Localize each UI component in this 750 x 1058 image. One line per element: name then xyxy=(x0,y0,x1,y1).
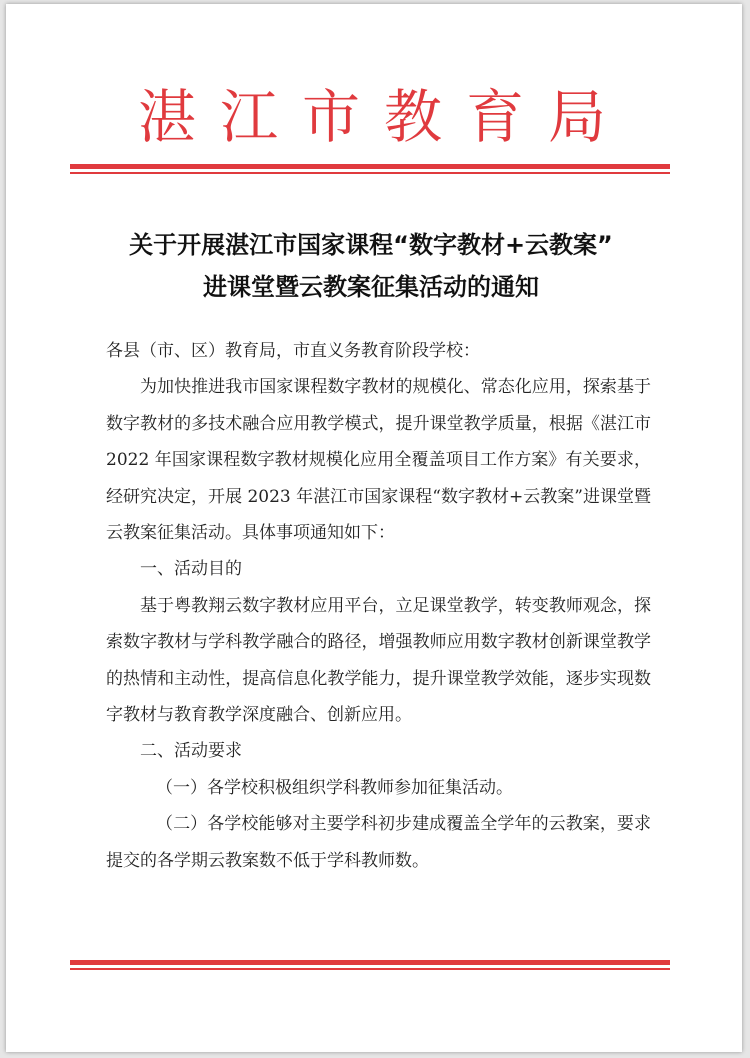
header-divider xyxy=(70,164,670,174)
document-title xyxy=(66,224,676,308)
purpose-paragraph: 基于粤教翔云数字教材应用平台，立足课堂教学，转变教师观念，探索数字教材与学科教学融合的路径，增强教师应用数字教材创新课堂教学的热情和主动性，提高信息化教学能力，提升课堂教学效能，逐步实现数字教材与教育教学深度融合、创新应用。 xyxy=(106,595,651,726)
intro-paragraph: 为加快推进我市国家课程数字教材的规模化、常态化应用，探索基于数字教材的多技术融合应用教学模式，提升课堂教学质量，根据《湛江市 2022 年国家课程数字教材规模化应用全覆盖项目工作方案》有关要求，经研究决定，开展 2023 年湛江市国家课程“数字教材+云教案”进课堂暨云教案征集活动。具体事项通知如下： xyxy=(106,377,651,544)
section-heading-requirements: 二、活动要求 xyxy=(140,741,242,762)
footer-divider xyxy=(70,960,670,970)
requirement-item-1: （一）各学校积极组织学科教师参加征集活动。 xyxy=(156,777,513,798)
issuer-title: 湛江市教育局 xyxy=(137,83,630,151)
requirement-item-2: （二）各学校能够对主要学科初步建成覆盖全学年的云教案，要求提交的各学期云教案数不低于学科教师数。 xyxy=(106,814,651,871)
document-title-line1: 关于开展湛江市国家课程“数字教材+云教案” xyxy=(129,231,613,259)
footer-rule-thin xyxy=(70,968,670,970)
document-body xyxy=(106,333,651,879)
header-rule-thin xyxy=(70,172,670,174)
section-heading-purpose: 一、活动目的 xyxy=(140,559,242,580)
header-rule-thick xyxy=(70,164,670,169)
document-page xyxy=(6,4,742,1052)
document-title-line2: 进课堂暨云教案征集活动的通知 xyxy=(203,273,539,301)
salutation: 各县（市、区）教育局，市直义务教育阶段学校： xyxy=(106,341,480,361)
footer-rule-thick xyxy=(70,960,670,965)
